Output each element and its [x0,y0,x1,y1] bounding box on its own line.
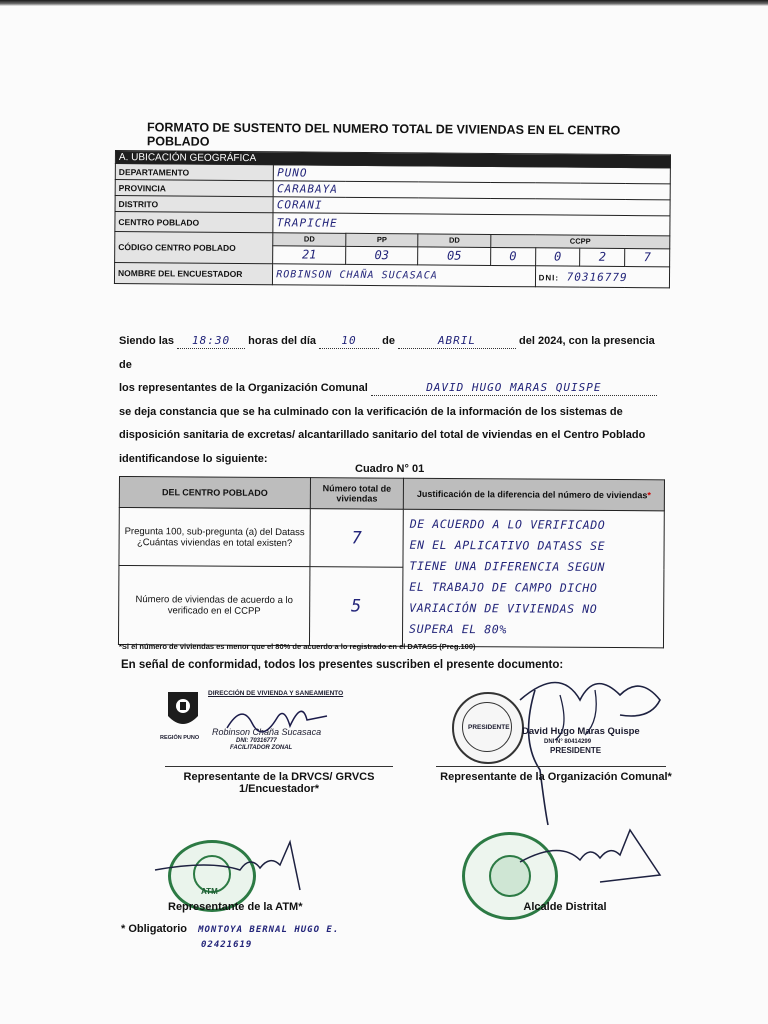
codigo-digit: 05 [418,247,491,266]
col-justificacion-text: Justificación de la diferencia del número de viviendas [416,488,648,501]
para-text: los representantes de la Organización Comunal [119,382,371,394]
ubicacion-header: A. UBICACIÓN GEOGRÁFICA [115,151,670,168]
alcalde-signature [480,820,670,900]
mes-value: ABRIL [437,334,477,347]
comunal-stamp-dni: DNI N° 80414299 [544,739,592,745]
justificacion-line: TIENE UNA DIFERENCIA SEGUN [409,558,606,574]
drvcs-stamp-dni: DNI: 70316777 [236,738,277,744]
comunal-representative-label: Representante de la Organización Comunal* [440,771,672,783]
codigo-header-dd: DD [273,233,346,246]
drvcs-stamp-header: DIRECCIÓN DE VIVIENDA Y SANEAMIENTO [208,690,344,697]
codigo-digit: 0 [490,247,535,266]
para-text: del 2024, con la presencia de [119,335,655,371]
encuestador-value: ROBINSON CHAÑA SUCASACA [273,264,535,287]
comunal-signature [500,660,670,830]
cuadro-table [118,476,665,648]
justificacion-cell [402,509,664,648]
conformidad-text: En señal de conformidad, todos los presentes suscriben el presente documento: [121,659,564,671]
ubicacion-table [114,150,671,288]
justificacion-line: DE ACUERDO A LO VERIFICADO [409,516,606,532]
para-text: Siendo las [119,335,178,347]
justificacion-line: VARIACIÓN DE VIVIENDAS NO [409,600,598,616]
dia-value: 10 [341,334,357,347]
justificacion-line: SUPERA EL 80% [409,621,507,637]
constancia-paragraph [119,330,664,471]
hora-value: 18:30 [192,334,231,347]
region-puno-logo-icon [160,686,206,734]
drvcs-signature-line [165,766,393,767]
col-justificacion [403,478,664,511]
obligatorio-label: * Obligatorio [121,923,187,935]
obligatorio-dni: 02421619 [201,940,253,950]
encuestador-label: NOMBRE DEL ENCUESTADOR [114,263,272,285]
atm-representative-label: Representante de la ATM* [168,901,303,913]
document-title: FORMATO DE SUSTENTO DEL NUMERO TOTAL DE VIVIENDAS EN EL CENTRO POBLADO [146,120,621,149]
col-numero-viviendas: Número total de viviendas [310,478,403,510]
codigo-header-pp: PP [346,233,419,246]
departamento-value: PUNO [274,165,671,184]
para-text: de [379,335,398,347]
centro-poblado-value: TRAPICHE [273,213,670,236]
para-text: se deja constancia que se ha culminado con la verificación de la información de los sistemas de disposición sanitaria de excretas/ alcantarillado sanitario del total de viviendas en el Centro Poblado identificandose lo siguiente: [119,405,646,465]
distrito-label: DISTRITO [115,196,273,213]
para-text: horas del día [245,335,320,347]
dni-value: 70316779 [566,270,628,284]
codigo-digit: 03 [345,246,418,265]
codigo-header-dd2: DD [418,234,491,247]
provincia-label: PROVINCIA [115,180,273,197]
codigo-digit: 0 [535,247,580,266]
asterisk: * [647,490,651,501]
atm-signature [150,830,310,910]
drvcs-representative-label: Representante de la DRVCS/ GRVCS 1/Encuestador* [183,771,375,795]
alcalde-label: Alcalde Distrital [523,901,607,913]
drvcs-stamp-role: FACILITADOR ZONAL [230,745,293,751]
distrito-value: CORANI [273,197,670,216]
codigo-digit: 21 [273,245,346,264]
row1-question: Pregunta 100, sub-pregunta (a) del Datass ¿Cuántas viviendas en total existen? [119,508,310,567]
footnote: *Si el número de viviendas es menor que el 80% de acuerdo a lo registrado en el DATASS (Preg.100) [119,642,476,651]
codigo-label: CÓDIGO CENTRO POBLADO [115,232,274,264]
row2-question: Número de viviendas de acuerdo a lo verificado en el CCPP [118,566,309,646]
row1-number: 7 [310,509,403,568]
departamento-label: DEPARTAMENTO [115,164,273,181]
justificacion-line: EL TRABAJO DE CAMPO DICHO [409,579,598,595]
justificacion-line: EN EL APLICATIVO DATASS SE [409,537,606,553]
comunal-seal-role: PRESIDENTE [468,724,510,731]
dni-label: DNI: [538,272,560,282]
atm-seal-text: ATM [201,887,218,896]
codigo-header-ccpp: CCPP [491,234,670,248]
centro-poblado-label: CENTRO POBLADO [115,212,273,233]
provincia-value: CARABAYA [273,181,670,200]
obligatorio-block [121,923,339,955]
drvcs-stamp-name: Robinson Chaña Sucasaca [212,727,322,737]
comunal-stamp-role: PRESIDENTE [550,746,602,755]
row2-number: 5 [309,567,402,647]
col-centro-poblado: DEL CENTRO POBLADO [119,477,310,509]
drvcs-signature [222,698,332,738]
obligatorio-name: MONTOYA BERNAL HUGO E. [198,925,340,935]
region-label: REGIÓN PUNO [160,735,200,741]
codigo-digit: 7 [625,248,670,267]
codigo-digit: 2 [580,248,625,267]
representante-value: DAVID HUGO MARAS QUISPE [426,381,602,394]
cuadro-title: Cuadro N° 01 [355,463,425,475]
comunal-signature-line [436,766,666,767]
comunal-stamp-name: David Hugo Maras Quispe [522,726,640,737]
